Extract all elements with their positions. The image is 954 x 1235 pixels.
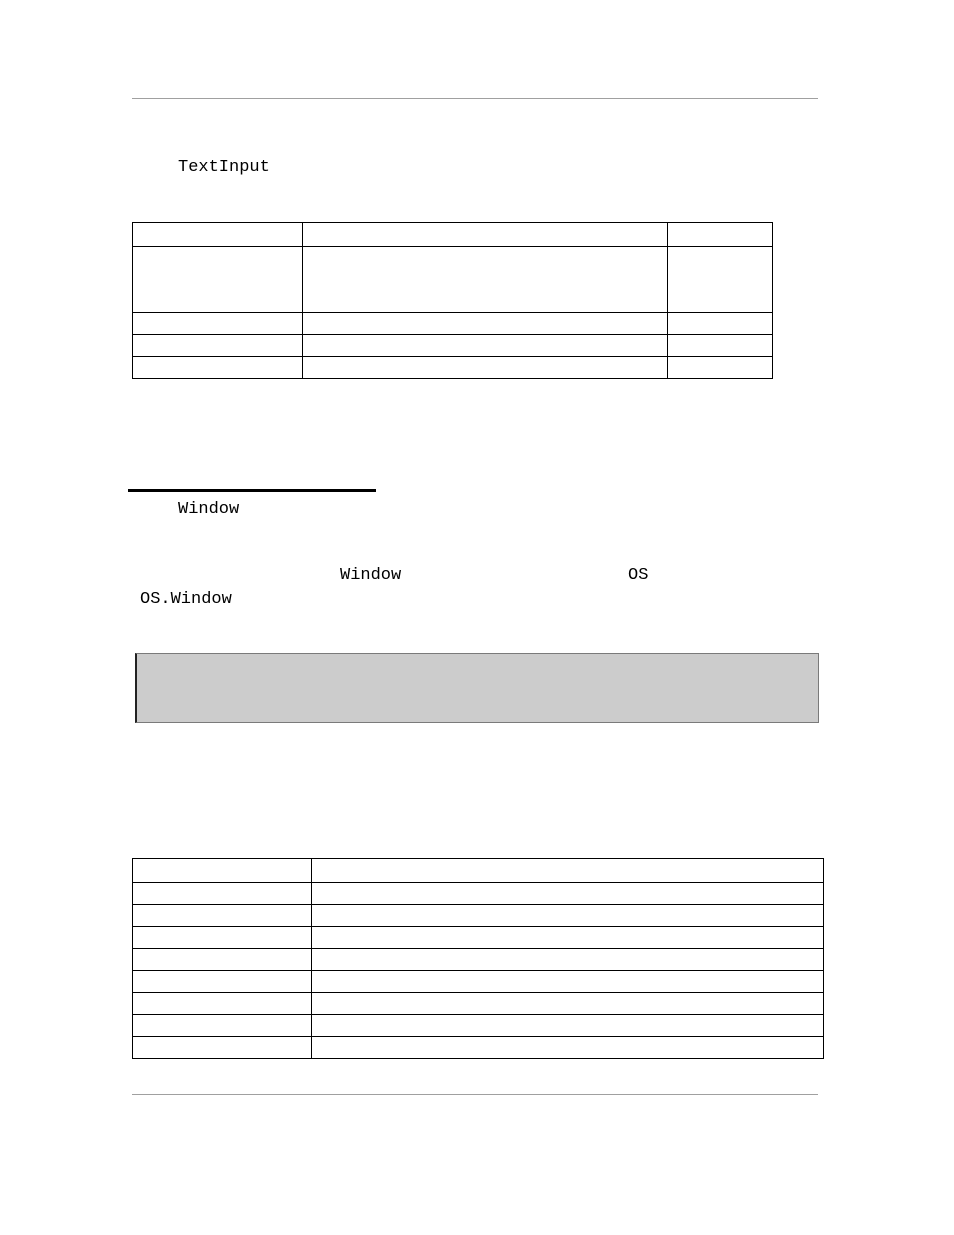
table-cell: [303, 357, 668, 379]
footer-rule: [132, 1094, 818, 1095]
table-cell: [133, 949, 312, 971]
table-row: [133, 1037, 824, 1059]
table-cell: [668, 313, 773, 335]
table-row: [133, 949, 824, 971]
table-cell: [668, 247, 773, 313]
table-cell: [303, 223, 668, 247]
table-row: [133, 335, 773, 357]
table-cell: [133, 971, 312, 993]
table-row: [133, 927, 824, 949]
table-row: [133, 905, 824, 927]
table-row: [133, 1015, 824, 1037]
table-cell: [133, 223, 303, 247]
table-cell: [133, 905, 312, 927]
table-cell: [303, 313, 668, 335]
table-cell: [133, 927, 312, 949]
section-heading-bar: [128, 489, 376, 492]
table-cell: [312, 859, 824, 883]
table-row: [133, 971, 824, 993]
table-cell: [312, 905, 824, 927]
table-cell: [303, 335, 668, 357]
table-cell: [133, 247, 303, 313]
table-row: [133, 313, 773, 335]
table-cell: [312, 993, 824, 1015]
table-row: [133, 883, 824, 905]
table-row: [133, 357, 773, 379]
header-rule: [132, 98, 818, 99]
window-table: [132, 858, 824, 1059]
table-row: [133, 247, 773, 313]
table-cell: [312, 883, 824, 905]
table-cell: [133, 1037, 312, 1059]
body-code-os: OS: [628, 566, 649, 585]
table-cell: [133, 335, 303, 357]
table-cell: [133, 357, 303, 379]
table-cell: [312, 1037, 824, 1059]
table-row: [133, 223, 773, 247]
table-cell: [133, 993, 312, 1015]
note-box: [135, 653, 819, 723]
table-cell: [133, 1015, 312, 1037]
textinput-code-label: TextInput: [178, 158, 270, 177]
table-cell: [312, 949, 824, 971]
table-cell: [312, 971, 824, 993]
table-cell: [312, 1015, 824, 1037]
table-row: [133, 859, 824, 883]
textinput-table: [132, 222, 773, 379]
table-cell: [668, 357, 773, 379]
table-cell: [668, 335, 773, 357]
table-cell: [312, 927, 824, 949]
table-cell: [668, 223, 773, 247]
body-code-os-window: OS.Window: [140, 590, 232, 609]
body-code-window: Window: [340, 566, 402, 585]
window-code-label: Window: [178, 500, 240, 519]
table-cell: [133, 859, 312, 883]
table-cell: [133, 883, 312, 905]
table-cell: [133, 313, 303, 335]
table-cell: [303, 247, 668, 313]
table-row: [133, 993, 824, 1015]
